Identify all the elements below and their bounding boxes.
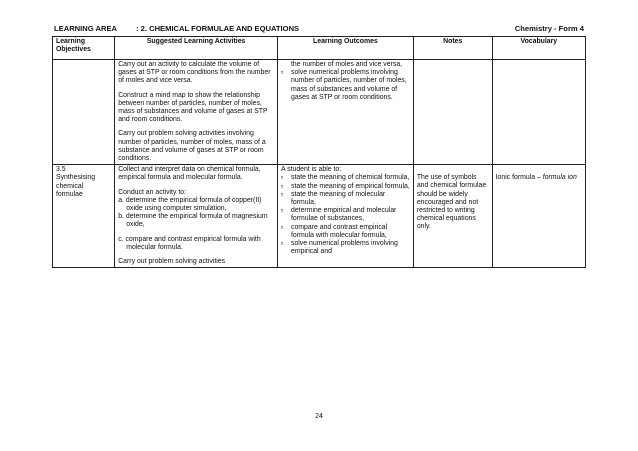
- bullet-icon: τ: [281, 183, 283, 190]
- outcomes-cell: [278, 165, 414, 268]
- notes-text: The use of symbols and chemical formulae should be widely encouraged and not restricted to writing chemical equations only.: [416, 174, 487, 231]
- outcome-continuation: the number of moles and vice versa,: [291, 61, 403, 68]
- table-row: [53, 60, 586, 165]
- activity-text: Construct a mind map to show the relationship between number of particles, number of moles, mass of substances and volume of gases at STP and room conditions.: [118, 91, 268, 124]
- notes-cell: [413, 60, 492, 165]
- table-header-row: [53, 37, 586, 60]
- bullet-icon: τ: [281, 70, 283, 77]
- objective-text: Synthesising chemical formulae: [56, 174, 96, 198]
- column-header-activities: Suggested Learning Activities: [115, 37, 278, 60]
- learning-area-label: LEARNING AREA: [54, 24, 118, 33]
- bullet-icon: τ: [281, 175, 283, 182]
- column-header-objectives: Learning Objectives: [53, 37, 115, 60]
- outcome-item: τ state the meaning of empirical formula,: [281, 182, 410, 190]
- activities-cell: [115, 60, 278, 165]
- activity-text: Carry out problem solving activities involving number of particles, number of moles, mass of a substance and volume of gases at STP or room conditions.: [118, 130, 266, 163]
- notes-cell: [413, 165, 492, 268]
- column-header-outcomes: Learning Outcomes: [278, 37, 414, 60]
- column-header-notes: Notes: [413, 37, 492, 60]
- activity-text: Conduct an activity to:: [118, 188, 186, 196]
- outcomes-cell: [278, 60, 414, 165]
- subject-label: Chemistry - Form 4: [514, 24, 584, 33]
- outcome-item: τ state the meaning of chemical formula,: [281, 174, 410, 182]
- activity-step: c. compare and contrast empirical formula with molecular formula.: [118, 235, 261, 251]
- activity-step: b. determine the empirical formula of magnesium oxide,: [118, 213, 268, 229]
- activity-step: a. determine the empirical formula of copper(II) oxide using computer simulation,: [118, 196, 262, 213]
- objective-cell: [53, 60, 115, 165]
- objective-cell: [53, 165, 115, 268]
- activity-text: Collect and interpret data on chemical formula, empirical formula and molecular formula.: [118, 166, 261, 182]
- vocab-translation: formula ion: [542, 174, 577, 182]
- vocabulary-cell: [492, 60, 585, 165]
- vocabulary-cell: [492, 165, 585, 268]
- curriculum-table: [52, 36, 586, 268]
- activity-text: Carry out problem solving activities: [118, 258, 226, 266]
- outcome-item: τ solve numerical problems involving empirical and: [281, 240, 398, 256]
- bullet-icon: τ: [281, 191, 283, 198]
- outcome-item: τ compare and contrast empirical formula with molecular formula,: [281, 223, 388, 239]
- bullet-icon: τ: [281, 208, 283, 215]
- outcome-item: τ state the meaning of molecular formula,: [281, 190, 386, 207]
- activities-cell: [115, 165, 278, 268]
- vocab-term: Ionic formula –: [495, 174, 543, 182]
- column-header-vocabulary: Vocabulary: [492, 37, 585, 60]
- activity-text: Carry out an activity to calculate the volume of gases at STP or room conditions from the number of moles and vice versa.: [118, 61, 271, 85]
- objective-number: 3.5: [56, 166, 66, 174]
- table-row: [53, 165, 586, 268]
- topic-title: : 2. CHEMICAL FORMULAE AND EQUATIONS: [136, 24, 300, 33]
- page-number: 24: [315, 413, 323, 420]
- outcome-item: τ solve numerical problems involving number of particles, number of moles, mass of substances and volume of gases at STP or room conditions.: [281, 69, 407, 101]
- bullet-icon: τ: [281, 241, 283, 248]
- outcome-item: τ determine empirical and molecular formulae of substances,: [281, 207, 397, 223]
- outcome-intro: A student is able to:: [281, 166, 342, 174]
- bullet-icon: τ: [281, 224, 283, 231]
